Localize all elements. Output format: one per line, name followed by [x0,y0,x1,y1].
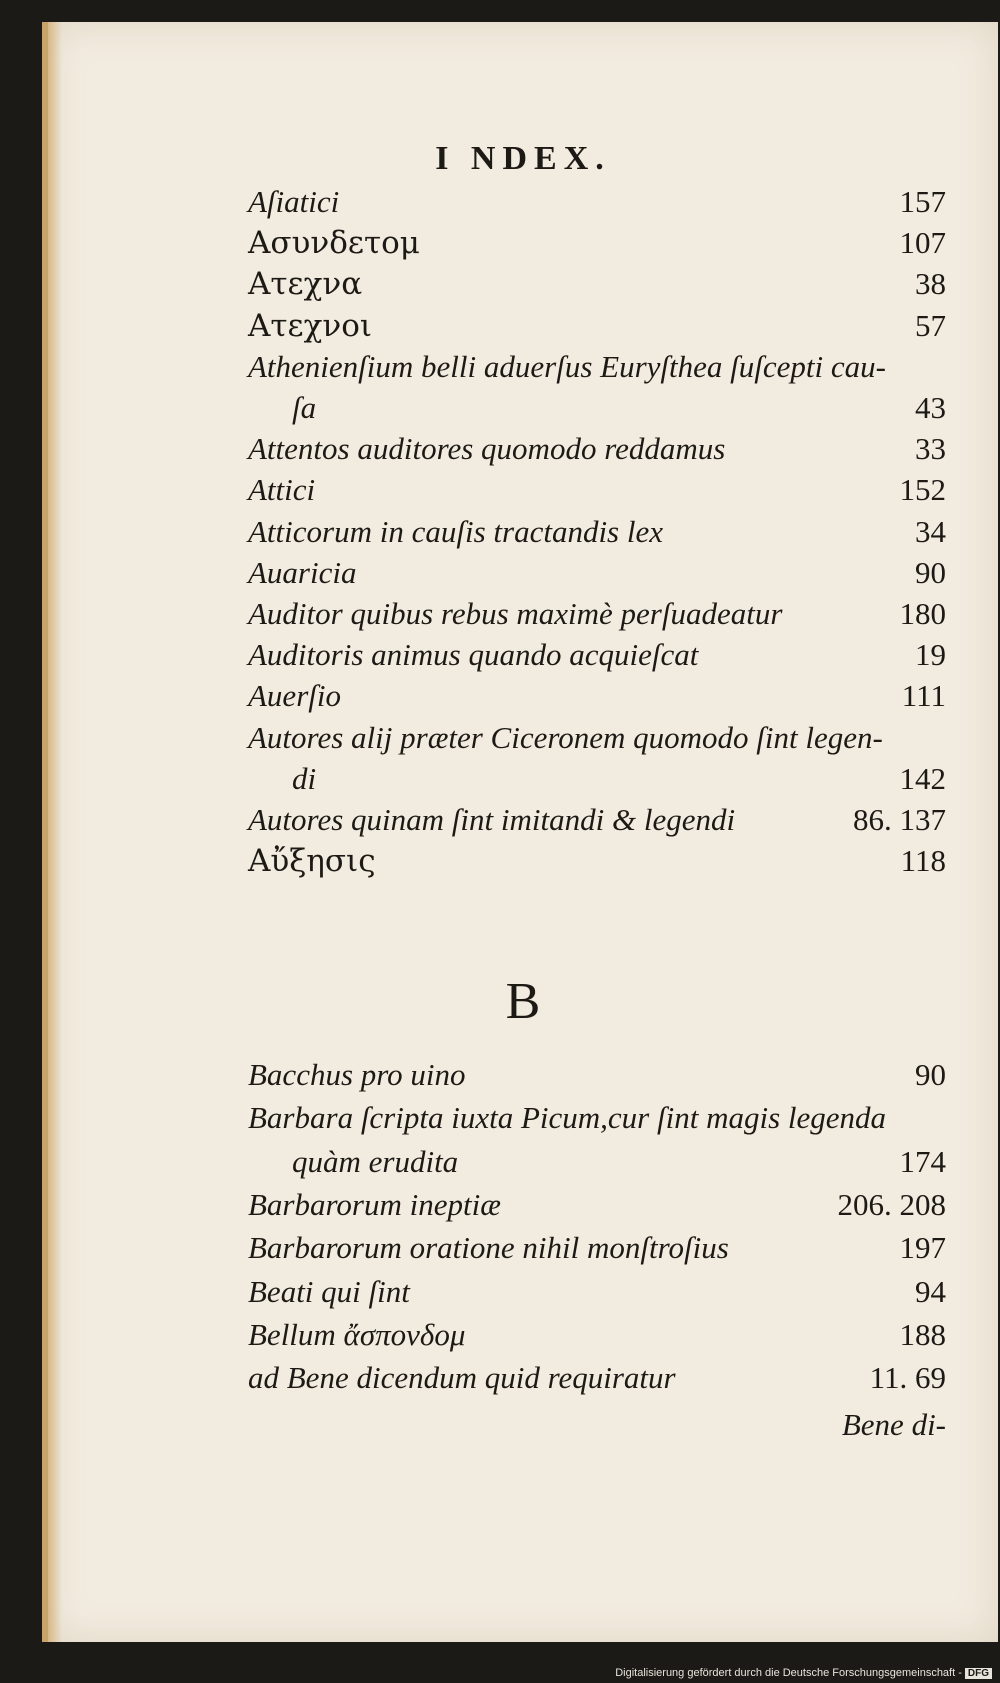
entry-page-number: 142 [899,760,946,796]
index-entry [248,349,946,389]
index-entry [248,678,946,718]
entry-term: Auditor quibus rebus maximè perſuadeatur [248,596,783,631]
index-entry [248,1057,946,1097]
entry-page-number: 197 [899,1230,946,1266]
entry-page-number: 57 [915,307,946,343]
entry-page-number: 206. 208 [837,1186,946,1222]
index-entry [248,720,946,760]
entry-term: Ατεχνα [248,266,363,303]
page-edge-shadow [48,22,62,1642]
entry-page-number: 19 [915,637,946,673]
footer-text: Digitalisierung gefördert durch die Deutsche Forschungsgemeinschaft - [615,1667,962,1679]
entry-page-number: 86. 137 [853,802,946,837]
entry-term: Auerſio [248,678,341,714]
entry-term: Αὔξησις [248,843,376,880]
footer-credit [615,1667,992,1679]
index-entry [248,390,946,430]
entry-page-number: 11. 69 [869,1360,946,1396]
entry-term: Bacchus pro uino [248,1057,466,1092]
dfg-logo: DFG [965,1668,992,1679]
index-entry [248,431,946,471]
entry-page-number: 118 [900,843,946,879]
index-entry [248,555,946,595]
entry-page-number: 90 [915,1057,946,1092]
entry-term: Barbarorum oratione nihil monſtroſius [248,1230,729,1266]
index-entry [248,308,946,348]
entry-term: Autores alij præter Ciceronem quomodo ſint legen- [248,719,883,755]
entry-page-number: 188 [899,1316,946,1352]
entry-page-number: 152 [899,472,946,508]
index-entry [248,843,946,883]
entry-term: Atticorum in cauſis tractandis lex [248,513,664,549]
entry-term: Ατεχνοι [248,307,373,344]
entry-term: Attentos auditores quomodo reddamus [248,431,726,467]
entry-term: ad Bene dicendum quid requiratur [248,1360,676,1396]
index-entry [248,1230,946,1270]
index-entry [248,1317,946,1357]
entry-page-number: 43 [915,390,946,425]
entry-term: Beati qui ſint [248,1273,410,1309]
index-entry [248,1274,946,1314]
index-entry [248,225,946,265]
entry-term: Barbara ſcripta iuxta Picum,cur ſint magis legenda [248,1100,887,1136]
index-entry [248,266,946,306]
entry-term: Ασυνδετομ [248,225,420,262]
index-entry [248,637,946,677]
index-entry [248,802,946,842]
entry-term: Autores quinam ſint imitandi & legendi [248,802,736,837]
book-page [42,22,998,1642]
entry-page-number: 111 [901,678,946,714]
entry-term: Auaricia [248,554,357,590]
entry-page-number: 174 [899,1143,946,1179]
index-entry [248,184,946,224]
entry-term: Bellum ἄσπονδομ [248,1316,466,1352]
section-letter: B [505,973,541,1030]
entry-term: quàm erudita [292,1143,459,1179]
entry-term: Attici [248,472,316,508]
index-entry [248,1144,946,1184]
entry-page-number: 94 [915,1273,946,1309]
entry-term: Barbarorum ineptiæ [248,1186,501,1222]
entry-page-number: 157 [899,184,946,219]
entry-term: di [292,760,317,796]
entry-term: Aſiatici [248,184,340,219]
index-entry [248,1360,946,1400]
entry-term: ſa [292,390,317,425]
index-entry [248,1187,946,1227]
index-entry [248,514,946,554]
entry-page-number: 33 [915,431,946,467]
entry-page-number: 38 [915,266,946,302]
entry-term: Athenienſium belli aduerſus Euryſthea ſuſcepti cau- [248,348,886,384]
entry-page-number: 180 [899,596,946,631]
catchword: Bene di- [841,1407,946,1442]
entry-page-number: 90 [915,554,946,590]
index-entry [248,761,946,801]
index-entry [248,1100,946,1140]
index-entry [248,596,946,636]
entry-page-number: 107 [899,225,946,261]
index-entry [248,472,946,512]
entry-term: Auditoris animus quando acquieſcat [248,637,699,673]
entry-page-number: 34 [915,513,946,549]
page-header: I NDEX. [435,140,611,177]
